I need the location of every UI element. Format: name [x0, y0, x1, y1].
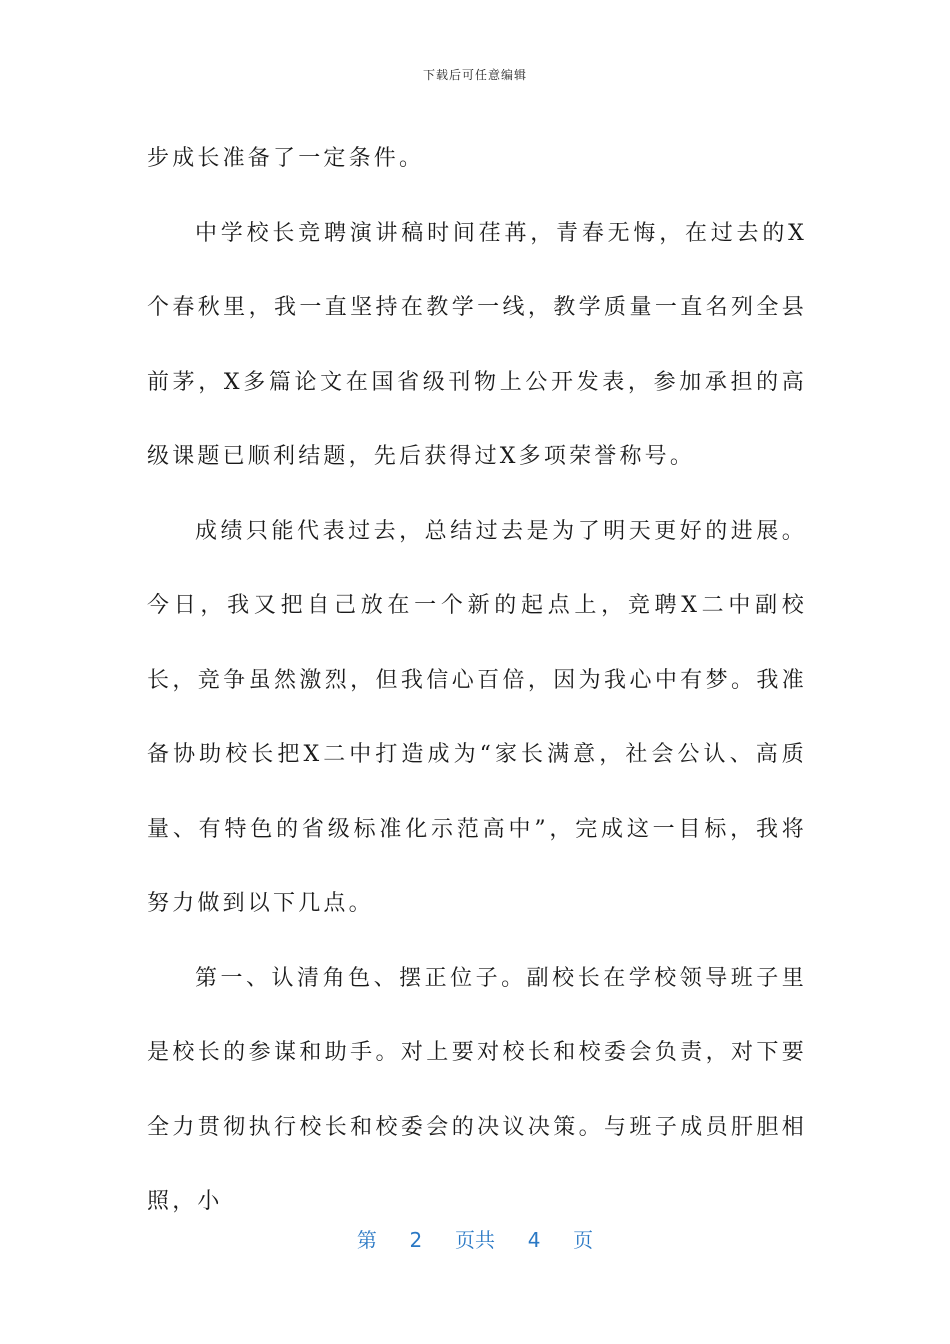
paragraph-continuation: 步成长准备了一定条件。 [147, 146, 425, 171]
footer-page-prefix: 第 [356, 1228, 377, 1252]
paragraph-goal: 成绩只能代表过去，总结过去是为了明天更好的进展。今日，我又把自己放在一个新的起点上，竞聘X二中副校长，竞争虽然激烈，但我信心百倍，因为我心中有梦。我准备协助校长把X二中打造成为“家长满意，社会公认、高质量、有特色的省级标准化示范高中”，完成这一目标，我将努力做到以下几点。 [147, 518, 807, 916]
paragraph-achievements: 中学校长竞聘演讲稿时间荏苒，青春无悔，在过去的X个春秋里，我一直坚持在教学一线，教学质量一直名列全县前茅，X多篇论文在国省级刊物上公开发表，参加承担的高级课题已顺利结题，先后获得过X多项荣誉称号。 [147, 220, 807, 469]
footer-page-total: 4 [527, 1228, 541, 1252]
document-body [147, 122, 807, 1240]
footer-page-number: 2 [409, 1228, 423, 1252]
page-footer [0, 1224, 950, 1253]
footer-page-middle: 页共 [455, 1228, 495, 1252]
page-header-note: 下载后可任意编辑 [422, 68, 527, 82]
paragraph-first-point: 第一、认清角色、摆正位子。副校长在学校领导班子里是校长的参谋和助手。对上要对校长和校委会负责，对下要全力贯彻执行校长和校委会的决议决策。与班子成员肝胆相照，小 [147, 965, 807, 1214]
footer-page-suffix: 页 [573, 1228, 594, 1252]
